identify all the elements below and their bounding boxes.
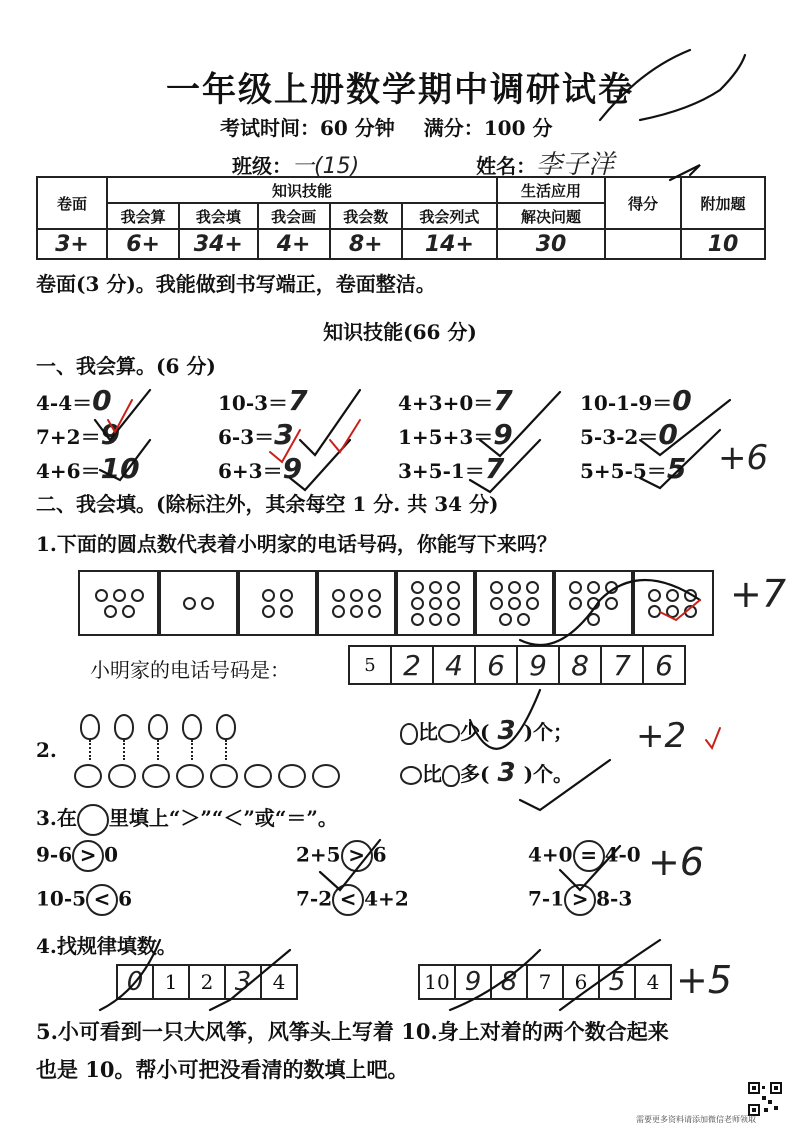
calc-answer: 0 (672, 384, 692, 417)
dot-icon (666, 605, 679, 618)
red-check-mark (330, 420, 360, 452)
calc-question: 5+5-5＝ (580, 459, 667, 483)
compare-left: 9-6 (36, 842, 73, 867)
calc-answer: 0 (658, 418, 678, 451)
dot-icon (280, 605, 293, 618)
peach-icon (244, 764, 272, 788)
compare2: 比 多( 3 )个。 (400, 758, 573, 788)
h-solve: 解决问题 (497, 203, 605, 229)
h-score: 得分 (605, 177, 681, 229)
h-count: 我会数 (330, 203, 402, 229)
dot-icon (332, 589, 345, 602)
calc-question: 7+2＝ (36, 425, 101, 449)
calc-answer: 0 (92, 384, 112, 417)
seq1-box[interactable] (224, 964, 262, 1000)
compare-item (36, 840, 118, 872)
compare2-answer: 3 (497, 758, 516, 788)
compare-item (36, 884, 132, 916)
compare1-answer: 3 (497, 716, 516, 746)
phone-digit-box[interactable] (558, 645, 602, 685)
seq-value: 7 (538, 970, 552, 994)
dot-icon (569, 581, 582, 594)
compare-item (296, 884, 409, 916)
dot-box (631, 570, 714, 636)
seq-score: +5 (676, 958, 733, 1002)
seq1-box[interactable] (260, 964, 298, 1000)
calc-question: 4+6＝ (36, 459, 101, 483)
phone-digit: 8 (571, 648, 589, 682)
dot-icon (648, 605, 661, 618)
peach-icon (312, 764, 340, 788)
peach-icon (438, 724, 460, 743)
v-calc: 6+ (107, 229, 179, 259)
pear-icon (182, 714, 202, 740)
h-knowledge: 知识技能 (107, 177, 497, 203)
calc-item (218, 384, 308, 417)
calc-item (398, 384, 513, 417)
dot-box (236, 570, 319, 636)
dot-icon (490, 581, 503, 594)
dot-icon (429, 581, 442, 594)
dot-icon (605, 597, 618, 610)
calc-question: 4-4＝ (36, 391, 93, 415)
dot-box (394, 570, 477, 636)
calc-question: 3+5-1＝ (398, 459, 485, 483)
calc-item (218, 452, 302, 485)
dot-icon (447, 613, 460, 626)
calc-answer: 10 (100, 452, 140, 485)
dot-icon (605, 581, 618, 594)
dot-box (552, 570, 635, 636)
calc-item (580, 418, 678, 451)
calc-item (398, 418, 513, 451)
dotted-line (225, 740, 227, 760)
q2-5-line1: 5.小可看到一只大风筝，风筝头上写着 10.身上对着的两个数合起来 (36, 1019, 669, 1044)
h-neatness: 卷面 (37, 177, 107, 229)
phone-label: 小明家的电话号码是： (90, 658, 290, 682)
seq-value: 1 (164, 970, 178, 994)
q2-1-text: 1.下面的圆点数代表着小明家的电话号码，你能写下来吗？ (36, 532, 557, 556)
seq-value: 0 (126, 967, 144, 997)
seq2-box[interactable] (526, 964, 564, 1000)
seq-value: 6 (574, 970, 588, 994)
seq2-box[interactable] (562, 964, 600, 1000)
score-table (36, 176, 766, 260)
calc-item (36, 384, 112, 417)
dot-icon (447, 597, 460, 610)
seq1-box[interactable] (152, 964, 190, 1000)
calc-question: 10-3＝ (218, 391, 289, 415)
dot-icon (508, 597, 521, 610)
dot-icon (368, 605, 381, 618)
qr-code-icon (748, 1082, 782, 1116)
phone-digit: 9 (529, 648, 547, 682)
dot-icon (587, 597, 600, 610)
v-bonus: 10 (681, 229, 765, 259)
v-draw: 4+ (258, 229, 330, 259)
q1-title: 一、我会算。(6 分) (36, 354, 216, 378)
v-count: 8+ (330, 229, 402, 259)
dot-icon (411, 597, 424, 610)
compare-score: +2 (636, 716, 687, 756)
seq-value: 3 (234, 967, 252, 997)
dot-icon (350, 589, 363, 602)
q2-4-text: 4.找规律填数。 (36, 934, 177, 958)
dot-icon (262, 589, 275, 602)
class-value: 一(15) (292, 154, 360, 179)
phone-digit-box[interactable] (348, 645, 392, 685)
calc-answer: 9 (100, 418, 121, 451)
dot-icon (411, 581, 424, 594)
h-list: 我会列式 (402, 203, 497, 229)
calc-answer: 7 (484, 452, 505, 485)
calc-question: 6-3＝ (218, 425, 275, 449)
dot-icon (490, 597, 503, 610)
v-solve: 30 (497, 229, 605, 259)
seq1-box[interactable] (116, 964, 154, 1000)
compare1: 比 少( 3 )个； (400, 716, 573, 746)
compare-left: 7-2 (296, 886, 333, 911)
compare-right: 6 (118, 886, 132, 911)
phone-digit: 4 (445, 648, 463, 682)
class-label: 班级： (232, 154, 292, 178)
peach-icon (74, 764, 102, 788)
dot-icon (499, 613, 512, 626)
dot-box (157, 570, 240, 636)
dot-box (315, 570, 398, 636)
dot-icon (684, 605, 697, 618)
seq-value: 2 (200, 970, 214, 994)
pear-icon (148, 714, 168, 740)
seq2-box[interactable] (418, 964, 456, 1000)
pear-icon (114, 714, 134, 740)
phone-digit: 6 (487, 648, 505, 682)
check-mark (300, 390, 360, 455)
calc-question: 4+3+0＝ (398, 391, 494, 415)
dot-icon (131, 589, 144, 602)
dot-icon (411, 613, 424, 626)
phone-score: +7 (730, 572, 787, 616)
dot-icon (122, 605, 135, 618)
seq-value: 5 (608, 967, 626, 997)
seq2-box[interactable] (490, 964, 528, 1000)
phone-digit: 5 (364, 654, 376, 676)
phone-digit-box[interactable] (432, 645, 476, 685)
dot-icon (332, 605, 345, 618)
h-life: 生活应用 (497, 177, 605, 203)
dotted-line (89, 740, 91, 760)
calc-score: +6 (718, 438, 769, 478)
phone-digit-box[interactable] (474, 645, 518, 685)
compare-item (528, 884, 632, 916)
dot-icon (280, 589, 293, 602)
phone-digit-box[interactable] (516, 645, 560, 685)
calc-answer: 5 (666, 452, 687, 485)
seq2-box[interactable] (634, 964, 672, 1000)
dotted-line (123, 740, 125, 760)
dot-icon (95, 589, 108, 602)
calc-answer: 9 (493, 418, 513, 451)
page-title: 一年级上册数学期中调研试卷 (166, 70, 634, 110)
calc-question: 1+5+3＝ (398, 425, 494, 449)
seq2-box[interactable] (598, 964, 636, 1000)
compare-left: 2+5 (296, 842, 341, 867)
dot-icon (447, 581, 460, 594)
compare-symbol[interactable]: > (72, 840, 104, 872)
calc-item (218, 418, 294, 451)
dot-icon (104, 605, 117, 618)
dot-icon (262, 605, 275, 618)
phone-digit-box[interactable] (600, 645, 644, 685)
compare-symbol[interactable]: > (564, 884, 596, 916)
h-calc: 我会算 (107, 203, 179, 229)
seq1-box[interactable] (188, 964, 226, 1000)
phone-digit: 6 (655, 648, 673, 682)
dot-icon (569, 597, 582, 610)
h-fill: 我会填 (179, 203, 257, 229)
compare-items-score: +6 (648, 840, 705, 884)
compare-symbol[interactable]: < (86, 884, 118, 916)
dot-icon (429, 597, 442, 610)
compare-left: 4+0 (528, 842, 573, 867)
h-draw: 我会画 (258, 203, 330, 229)
seq-value: 4 (646, 970, 660, 994)
calc-question: 10-1-9＝ (580, 391, 673, 415)
compare-symbol[interactable]: = (573, 840, 605, 872)
compare-right: 4-0 (604, 842, 641, 867)
dot-icon (648, 589, 661, 602)
calc-answer: 7 (493, 384, 513, 417)
calc-item (36, 452, 140, 485)
dot-icon (526, 597, 539, 610)
peach-icon (400, 766, 422, 785)
phone-digit-box[interactable] (390, 645, 434, 685)
dotted-line (157, 740, 159, 760)
dot-icon (350, 605, 363, 618)
compare-right: 4+2 (364, 886, 409, 911)
compare-right: 6 (372, 842, 387, 867)
dot-icon (666, 589, 679, 602)
compare-right: 8-3 (596, 886, 633, 911)
peach-icon (142, 764, 170, 788)
seq-value: 4 (272, 970, 286, 994)
dot-icon (526, 581, 539, 594)
pear-icon (216, 714, 236, 740)
compare-symbol[interactable]: < (332, 884, 364, 916)
dot-icon (587, 581, 600, 594)
calc-question: 6+3＝ (218, 459, 283, 483)
v-list: 14+ (402, 229, 497, 259)
dot-icon (587, 613, 600, 626)
seq-value: 8 (500, 967, 518, 997)
q2-3-text: 3.在 里填上“＞”“＜”或“＝”。 (36, 802, 338, 836)
dot-icon (429, 613, 442, 626)
compare-item (296, 840, 387, 872)
dot-icon (368, 589, 381, 602)
phone-digit-box[interactable] (642, 645, 686, 685)
compare-item (528, 840, 641, 872)
compare-left: 10-5 (36, 886, 87, 911)
peach-icon (278, 764, 306, 788)
peach-icon (108, 764, 136, 788)
circle-icon (77, 804, 109, 836)
section-title: 知识技能(66 分) (323, 320, 477, 344)
full-score: 满分：100 分 (423, 116, 553, 140)
peach-icon (176, 764, 204, 788)
calc-item (580, 452, 686, 485)
peach-icon (210, 764, 238, 788)
pear-icon (80, 714, 100, 740)
dotted-line (191, 740, 193, 760)
dot-icon (508, 581, 521, 594)
pear-icon (400, 723, 418, 745)
dot-icon (113, 589, 126, 602)
neatness-line: 卷面(3 分)。我能做到书写端正，卷面整洁。 (36, 272, 436, 296)
name-value: 李子洋 (536, 150, 615, 180)
q2-5-line2: 也是 10。帮小可把没看清的数填上吧。 (36, 1057, 409, 1082)
dot-icon (183, 597, 196, 610)
dot-icon (201, 597, 214, 610)
red-check-mark (706, 728, 720, 748)
v-score (605, 229, 681, 259)
compare-symbol[interactable]: > (341, 840, 373, 872)
v-neatness: 3+ (37, 229, 107, 259)
h-bonus: 附加题 (681, 177, 765, 229)
calc-item (36, 418, 120, 451)
dot-icon (517, 613, 530, 626)
seq2-box[interactable] (454, 964, 492, 1000)
name-label: 姓名： (476, 154, 537, 178)
q2-2-num: 2. (36, 738, 57, 762)
phone-digit: 2 (403, 648, 421, 682)
v-fill: 34+ (179, 229, 257, 259)
dot-box (78, 570, 161, 636)
dot-icon (684, 589, 697, 602)
pear-icon (442, 765, 460, 787)
calc-answer: 7 (288, 384, 308, 417)
exam-time: 考试时间：60 分钟 (220, 116, 395, 140)
compare-left: 7-1 (528, 886, 565, 911)
footer-text: 需要更多资料请添加微信老师领取 (636, 1115, 756, 1124)
exam-info (220, 112, 552, 141)
calc-item (580, 384, 692, 417)
calc-answer: 9 (282, 452, 303, 485)
calc-question: 5-3-2＝ (580, 425, 659, 449)
phone-digit: 7 (613, 648, 631, 682)
calc-answer: 3 (274, 418, 294, 451)
seq-value: 10 (424, 970, 450, 994)
q2-title: 二、我会填。(除标注外，其余每空 1 分. 共 34 分) (36, 492, 499, 516)
dot-box (473, 570, 556, 636)
seq-value: 9 (464, 967, 482, 997)
calc-item (398, 452, 504, 485)
compare-right: 0 (104, 842, 119, 867)
